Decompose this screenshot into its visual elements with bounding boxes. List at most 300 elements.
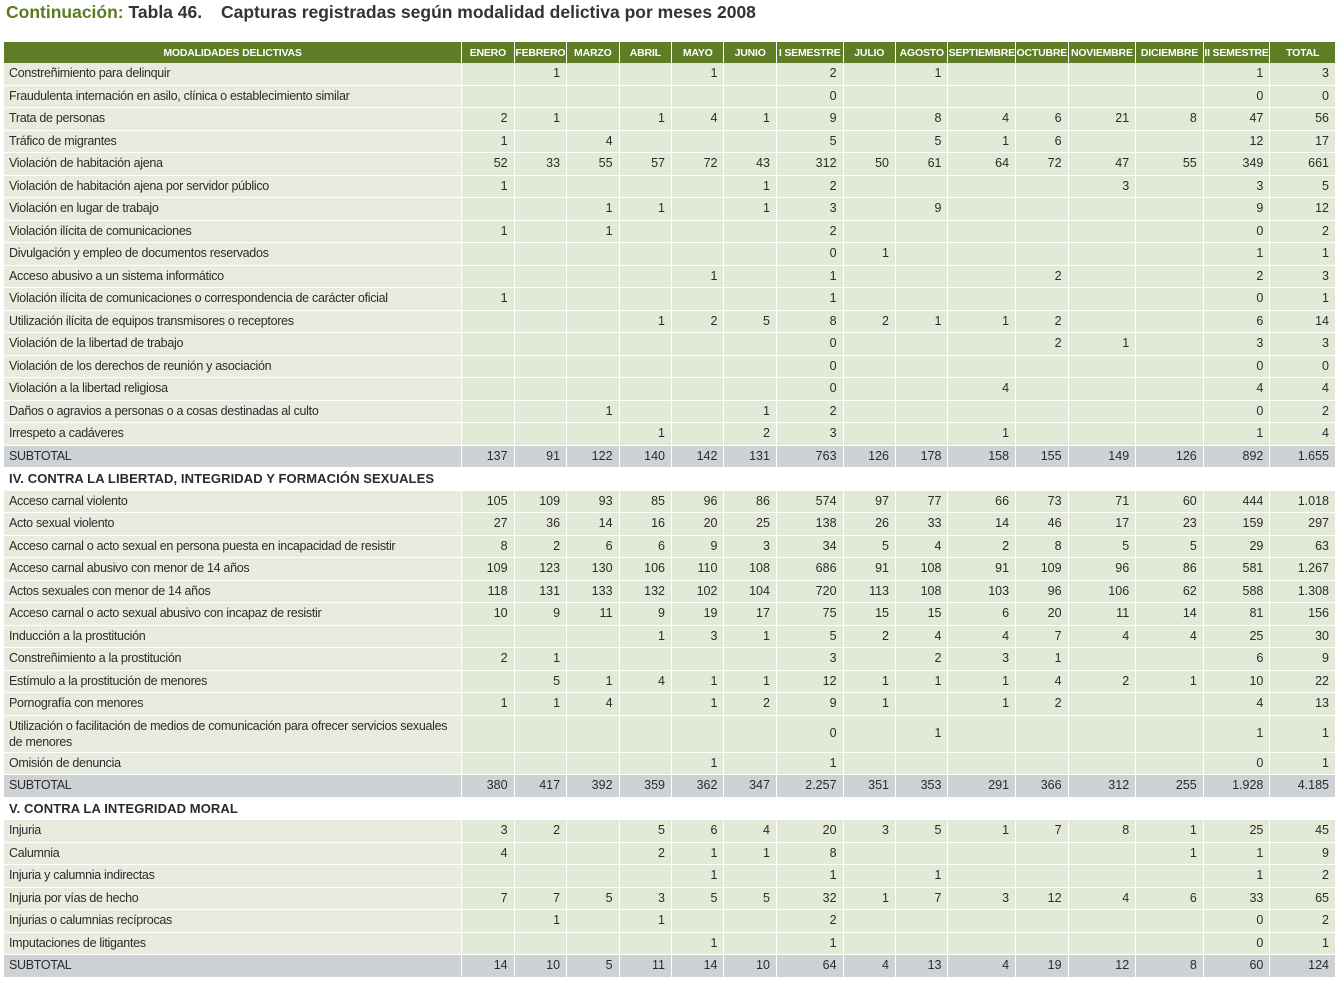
table-cell bbox=[567, 753, 619, 776]
table-cell: 2 bbox=[777, 63, 844, 86]
table-cell bbox=[672, 86, 724, 109]
table-cell: 1 bbox=[777, 865, 844, 888]
table-cell: 3 bbox=[620, 888, 672, 911]
table-cell: 4 bbox=[948, 626, 1016, 649]
table-cell bbox=[948, 753, 1016, 776]
table-cell: 1 bbox=[844, 888, 896, 911]
table-cell: 0 bbox=[777, 333, 844, 356]
table-cell: 4 bbox=[672, 108, 724, 131]
row-label: Pornografía con menores bbox=[4, 693, 462, 716]
header-row bbox=[4, 42, 1335, 63]
table-cell: 8 bbox=[777, 311, 844, 334]
table-cell: 1 bbox=[896, 865, 948, 888]
table-cell: 9 bbox=[777, 108, 844, 131]
table-cell: 1 bbox=[672, 266, 724, 289]
table-cell: 66 bbox=[948, 491, 1016, 514]
table-cell: 25 bbox=[1204, 626, 1271, 649]
table-cell bbox=[567, 86, 619, 109]
table-cell: 3 bbox=[948, 888, 1016, 911]
table-cell bbox=[724, 753, 776, 776]
table-cell bbox=[672, 716, 724, 753]
table-cell bbox=[1069, 378, 1137, 401]
table-cell bbox=[844, 63, 896, 86]
table-cell: 0 bbox=[1270, 356, 1335, 379]
table-cell: 124 bbox=[1270, 955, 1335, 978]
table-cell bbox=[567, 648, 619, 671]
table-cell: 1 bbox=[515, 108, 567, 131]
table-cell: 43 bbox=[724, 153, 776, 176]
table-row bbox=[4, 131, 1335, 154]
table-cell bbox=[672, 198, 724, 221]
table-row bbox=[4, 266, 1335, 289]
table-cell: 0 bbox=[1204, 86, 1271, 109]
table-cell: 1 bbox=[844, 671, 896, 694]
table-cell: 720 bbox=[777, 581, 844, 604]
row-label: Irrespeto a cadáveres bbox=[4, 423, 462, 446]
table-cell: 1 bbox=[462, 288, 514, 311]
table-cell: 392 bbox=[567, 775, 619, 798]
row-label: Acto sexual violento bbox=[4, 513, 462, 536]
table-cell: 126 bbox=[844, 446, 896, 469]
table-cell: 3 bbox=[1270, 63, 1335, 86]
table-cell: 3 bbox=[844, 820, 896, 843]
table-cell bbox=[844, 378, 896, 401]
table-cell bbox=[724, 288, 776, 311]
table-cell: 13 bbox=[896, 955, 948, 978]
table-cell: 132 bbox=[620, 581, 672, 604]
table-cell: 75 bbox=[777, 603, 844, 626]
table-cell: 64 bbox=[948, 153, 1016, 176]
table-cell: 2 bbox=[1016, 693, 1068, 716]
table-cell: 21 bbox=[1069, 108, 1137, 131]
table-row bbox=[4, 865, 1335, 888]
table-cell bbox=[844, 288, 896, 311]
table-cell bbox=[462, 86, 514, 109]
table-cell bbox=[1016, 843, 1068, 866]
table-cell: 15 bbox=[896, 603, 948, 626]
table-cell: 19 bbox=[1016, 955, 1068, 978]
section-title: IV. CONTRA LA LIBERTAD, INTEGRIDAD Y FORMACIÓN SEXUALES bbox=[4, 468, 1335, 491]
table-cell bbox=[896, 266, 948, 289]
table-cell: 11 bbox=[567, 603, 619, 626]
table-cell: 77 bbox=[896, 491, 948, 514]
table-cell: 2 bbox=[515, 820, 567, 843]
table-cell: 1 bbox=[567, 198, 619, 221]
table-cell: 349 bbox=[1204, 153, 1271, 176]
table-cell bbox=[620, 243, 672, 266]
table-cell: 1 bbox=[1270, 933, 1335, 956]
table-cell bbox=[1069, 356, 1137, 379]
table-cell: 4 bbox=[948, 378, 1016, 401]
table-cell: 27 bbox=[462, 513, 514, 536]
row-label: Violación de los derechos de reunión y asociación bbox=[4, 356, 462, 379]
table-cell: 46 bbox=[1016, 513, 1068, 536]
table-cell: 1 bbox=[844, 243, 896, 266]
table-cell bbox=[1069, 753, 1137, 776]
table-cell: 25 bbox=[1204, 820, 1271, 843]
table-cell bbox=[567, 423, 619, 446]
table-cell bbox=[1136, 243, 1204, 266]
table-cell bbox=[620, 693, 672, 716]
table-cell: 1.655 bbox=[1270, 446, 1335, 469]
table-cell: 574 bbox=[777, 491, 844, 514]
table-cell bbox=[567, 288, 619, 311]
table-cell bbox=[1069, 198, 1137, 221]
table-cell bbox=[1136, 378, 1204, 401]
table-cell: 14 bbox=[1270, 311, 1335, 334]
table-cell: 0 bbox=[1204, 910, 1271, 933]
table-cell: 6 bbox=[1204, 648, 1271, 671]
table-cell: 1 bbox=[1270, 753, 1335, 776]
table-cell: 50 bbox=[844, 153, 896, 176]
table-cell: 7 bbox=[515, 888, 567, 911]
table-cell: 3 bbox=[1270, 266, 1335, 289]
table-row bbox=[4, 558, 1335, 581]
table-cell: 353 bbox=[896, 775, 948, 798]
table-cell: 1 bbox=[1204, 865, 1271, 888]
table-cell bbox=[515, 198, 567, 221]
table-cell: 155 bbox=[1016, 446, 1068, 469]
table-cell bbox=[1136, 716, 1204, 753]
table-cell bbox=[948, 176, 1016, 199]
table-cell: 71 bbox=[1069, 491, 1137, 514]
table-cell: 96 bbox=[1069, 558, 1137, 581]
table-cell: 91 bbox=[948, 558, 1016, 581]
column-header-i-semestre: I SEMESTRE bbox=[777, 42, 844, 63]
table-cell: 2 bbox=[462, 108, 514, 131]
table-cell: 5 bbox=[1069, 536, 1137, 559]
table-cell bbox=[896, 333, 948, 356]
table-cell: 52 bbox=[462, 153, 514, 176]
table-cell: 81 bbox=[1204, 603, 1271, 626]
table-cell: 4 bbox=[1069, 626, 1137, 649]
table-cell: 5 bbox=[777, 131, 844, 154]
table-cell bbox=[620, 648, 672, 671]
table-cell: 4 bbox=[1270, 423, 1335, 446]
table-cell: 10 bbox=[462, 603, 514, 626]
table-cell bbox=[896, 378, 948, 401]
table-cell bbox=[620, 865, 672, 888]
table-cell: 11 bbox=[1069, 603, 1137, 626]
table-cell: 9 bbox=[1270, 648, 1335, 671]
row-label: Acceso carnal o acto sexual en persona puesta en incapacidad de resistir bbox=[4, 536, 462, 559]
table-cell: 2 bbox=[1069, 671, 1137, 694]
table-cell: 57 bbox=[620, 153, 672, 176]
table-cell bbox=[1136, 176, 1204, 199]
table-cell: 93 bbox=[567, 491, 619, 514]
table-cell: 5 bbox=[672, 888, 724, 911]
table-cell bbox=[515, 333, 567, 356]
table-cell: 65 bbox=[1270, 888, 1335, 911]
table-cell: 8 bbox=[1136, 108, 1204, 131]
table-cell bbox=[844, 176, 896, 199]
table-cell bbox=[948, 221, 1016, 244]
table-cell: 20 bbox=[777, 820, 844, 843]
table-cell: 5 bbox=[1136, 536, 1204, 559]
table-row bbox=[4, 626, 1335, 649]
table-cell: 1 bbox=[724, 671, 776, 694]
table-cell bbox=[896, 423, 948, 446]
table-cell: 1 bbox=[948, 423, 1016, 446]
table-cell: 444 bbox=[1204, 491, 1271, 514]
table-cell: 2 bbox=[515, 536, 567, 559]
table-cell: 3 bbox=[1069, 176, 1137, 199]
table-cell: 5 bbox=[1270, 176, 1335, 199]
table-cell: 10 bbox=[724, 955, 776, 978]
table-cell: 1 bbox=[1270, 716, 1335, 753]
table-cell: 55 bbox=[1136, 153, 1204, 176]
table-cell: 9 bbox=[515, 603, 567, 626]
table-cell bbox=[724, 221, 776, 244]
table-cell: 1 bbox=[1270, 243, 1335, 266]
table-cell bbox=[1136, 63, 1204, 86]
table-cell: 17 bbox=[724, 603, 776, 626]
table-cell bbox=[844, 933, 896, 956]
table-cell: 9 bbox=[777, 693, 844, 716]
table-cell: 12 bbox=[1204, 131, 1271, 154]
table-cell bbox=[844, 108, 896, 131]
table-cell: 0 bbox=[1204, 933, 1271, 956]
table-cell: 14 bbox=[567, 513, 619, 536]
table-cell bbox=[724, 266, 776, 289]
table-cell bbox=[896, 243, 948, 266]
table-cell: 73 bbox=[1016, 491, 1068, 514]
table-cell: 1.018 bbox=[1270, 491, 1335, 514]
table-cell: 23 bbox=[1136, 513, 1204, 536]
table-cell bbox=[1016, 243, 1068, 266]
table-cell bbox=[567, 865, 619, 888]
table-row bbox=[4, 716, 1335, 753]
table-cell bbox=[672, 910, 724, 933]
table-cell: 96 bbox=[672, 491, 724, 514]
table-cell bbox=[620, 356, 672, 379]
table-cell: 5 bbox=[896, 820, 948, 843]
table-cell bbox=[948, 266, 1016, 289]
table-cell: 11 bbox=[620, 955, 672, 978]
table-row bbox=[4, 198, 1335, 221]
row-label: Violación a la libertad religiosa bbox=[4, 378, 462, 401]
table-cell bbox=[1136, 221, 1204, 244]
table-cell bbox=[1016, 86, 1068, 109]
table-cell: 91 bbox=[515, 446, 567, 469]
table-cell bbox=[1136, 693, 1204, 716]
table-cell: 1 bbox=[620, 198, 672, 221]
table-cell bbox=[515, 626, 567, 649]
table-cell: 1 bbox=[567, 401, 619, 424]
table-cell bbox=[724, 243, 776, 266]
row-label: Fraudulenta internación en asilo, clínica o establecimiento similar bbox=[4, 86, 462, 109]
table-cell: 8 bbox=[1069, 820, 1137, 843]
row-label: Violación de habitación ajena bbox=[4, 153, 462, 176]
table-cell: 359 bbox=[620, 775, 672, 798]
table-cell: 1 bbox=[1136, 820, 1204, 843]
table-cell bbox=[948, 243, 1016, 266]
table-cell: 588 bbox=[1204, 581, 1271, 604]
table-cell: 3 bbox=[462, 820, 514, 843]
table-cell: 6 bbox=[672, 820, 724, 843]
table-cell: 1 bbox=[672, 671, 724, 694]
table-row bbox=[4, 333, 1335, 356]
table-cell: 64 bbox=[777, 955, 844, 978]
table-cell bbox=[1016, 865, 1068, 888]
table-cell: 2 bbox=[1270, 910, 1335, 933]
table-cell: 26 bbox=[844, 513, 896, 536]
table-cell: 12 bbox=[777, 671, 844, 694]
subtotal-row bbox=[4, 955, 1335, 978]
table-cell bbox=[948, 63, 1016, 86]
table-cell bbox=[515, 401, 567, 424]
table-cell bbox=[1016, 63, 1068, 86]
table-row bbox=[4, 933, 1335, 956]
table-cell: 10 bbox=[515, 955, 567, 978]
table-cell bbox=[515, 753, 567, 776]
table-cell: 362 bbox=[672, 775, 724, 798]
table-cell: 2 bbox=[777, 910, 844, 933]
table-cell bbox=[620, 63, 672, 86]
table-row bbox=[4, 243, 1335, 266]
row-label: SUBTOTAL bbox=[4, 775, 462, 798]
table-cell: 1 bbox=[620, 423, 672, 446]
table-row bbox=[4, 513, 1335, 536]
table-cell: 0 bbox=[777, 716, 844, 753]
table-cell: 109 bbox=[515, 491, 567, 514]
table-cell: 763 bbox=[777, 446, 844, 469]
table-cell bbox=[620, 131, 672, 154]
table-cell: 17 bbox=[1270, 131, 1335, 154]
table-cell bbox=[1016, 288, 1068, 311]
table-cell bbox=[1016, 176, 1068, 199]
table-cell: 86 bbox=[1136, 558, 1204, 581]
table-cell: 1 bbox=[724, 176, 776, 199]
row-label: Tráfico de migrantes bbox=[4, 131, 462, 154]
table-cell bbox=[948, 198, 1016, 221]
table-row bbox=[4, 648, 1335, 671]
table-cell bbox=[515, 423, 567, 446]
table-cell: 4 bbox=[1136, 626, 1204, 649]
table-cell: 2 bbox=[724, 423, 776, 446]
table-cell bbox=[462, 198, 514, 221]
row-label: Injurias o calumnias recíprocas bbox=[4, 910, 462, 933]
table-cell: 9 bbox=[1204, 198, 1271, 221]
table-cell bbox=[844, 198, 896, 221]
table-cell: 9 bbox=[896, 198, 948, 221]
table-row bbox=[4, 581, 1335, 604]
table-cell bbox=[1136, 423, 1204, 446]
table-cell: 1 bbox=[567, 221, 619, 244]
table-cell: 1 bbox=[620, 626, 672, 649]
table-cell bbox=[844, 753, 896, 776]
table-row bbox=[4, 221, 1335, 244]
table-cell: 1 bbox=[515, 693, 567, 716]
table-cell: 1 bbox=[724, 108, 776, 131]
table-cell: 60 bbox=[1136, 491, 1204, 514]
table-cell bbox=[672, 131, 724, 154]
table-cell: 55 bbox=[567, 153, 619, 176]
table-cell bbox=[567, 910, 619, 933]
table-cell: 1 bbox=[1204, 843, 1271, 866]
table-cell: 140 bbox=[620, 446, 672, 469]
table-cell: 9 bbox=[672, 536, 724, 559]
table-cell bbox=[462, 266, 514, 289]
table-title bbox=[6, 0, 756, 24]
table-cell: 1 bbox=[672, 933, 724, 956]
table-cell: 113 bbox=[844, 581, 896, 604]
table-cell: 118 bbox=[462, 581, 514, 604]
table-cell: 149 bbox=[1069, 446, 1137, 469]
table-cell: 2 bbox=[896, 648, 948, 671]
table-cell bbox=[896, 401, 948, 424]
table-cell: 5 bbox=[777, 626, 844, 649]
column-header-enero: ENERO bbox=[462, 42, 514, 63]
table-cell bbox=[567, 933, 619, 956]
table-cell bbox=[672, 333, 724, 356]
table-cell: 109 bbox=[462, 558, 514, 581]
table-cell: 1 bbox=[724, 843, 776, 866]
table-cell bbox=[724, 86, 776, 109]
table-cell: 1 bbox=[515, 910, 567, 933]
table-cell: 108 bbox=[896, 581, 948, 604]
table-cell: 1 bbox=[672, 843, 724, 866]
table-cell bbox=[1016, 198, 1068, 221]
table-cell bbox=[1016, 378, 1068, 401]
table-cell: 3 bbox=[1270, 333, 1335, 356]
row-label: Violación de la libertad de trabajo bbox=[4, 333, 462, 356]
table-cell bbox=[896, 176, 948, 199]
table-cell bbox=[620, 333, 672, 356]
table-cell bbox=[844, 910, 896, 933]
table-row bbox=[4, 356, 1335, 379]
table-cell: 156 bbox=[1270, 603, 1335, 626]
table-cell bbox=[1136, 198, 1204, 221]
row-label: Constreñimiento a la prostitución bbox=[4, 648, 462, 671]
table-cell bbox=[672, 288, 724, 311]
row-label: Calumnia bbox=[4, 843, 462, 866]
table-cell: 255 bbox=[1136, 775, 1204, 798]
table-cell bbox=[844, 865, 896, 888]
table-cell: 0 bbox=[1204, 356, 1271, 379]
table-cell: 1 bbox=[672, 63, 724, 86]
table-cell: 19 bbox=[672, 603, 724, 626]
table-cell: 13 bbox=[1270, 693, 1335, 716]
table-cell bbox=[672, 378, 724, 401]
table-cell bbox=[462, 401, 514, 424]
table-cell: 1 bbox=[462, 221, 514, 244]
table-cell bbox=[462, 378, 514, 401]
table-cell bbox=[620, 288, 672, 311]
subtotal-row bbox=[4, 446, 1335, 469]
table-cell bbox=[462, 910, 514, 933]
table-cell bbox=[896, 221, 948, 244]
table-cell: 14 bbox=[948, 513, 1016, 536]
table-cell bbox=[462, 753, 514, 776]
table-cell: 5 bbox=[896, 131, 948, 154]
continuation-label: Continuación: bbox=[6, 2, 124, 22]
table-cell bbox=[462, 865, 514, 888]
table-cell bbox=[567, 266, 619, 289]
table-cell bbox=[672, 401, 724, 424]
table-cell bbox=[672, 243, 724, 266]
table-row bbox=[4, 288, 1335, 311]
table-cell: 3 bbox=[777, 198, 844, 221]
table-cell: 5 bbox=[620, 820, 672, 843]
table-cell: 2 bbox=[777, 401, 844, 424]
table-cell bbox=[462, 933, 514, 956]
table-cell: 2 bbox=[844, 311, 896, 334]
table-cell bbox=[515, 243, 567, 266]
table-cell: 2 bbox=[948, 536, 1016, 559]
table-cell bbox=[515, 131, 567, 154]
table-cell: 1 bbox=[777, 266, 844, 289]
